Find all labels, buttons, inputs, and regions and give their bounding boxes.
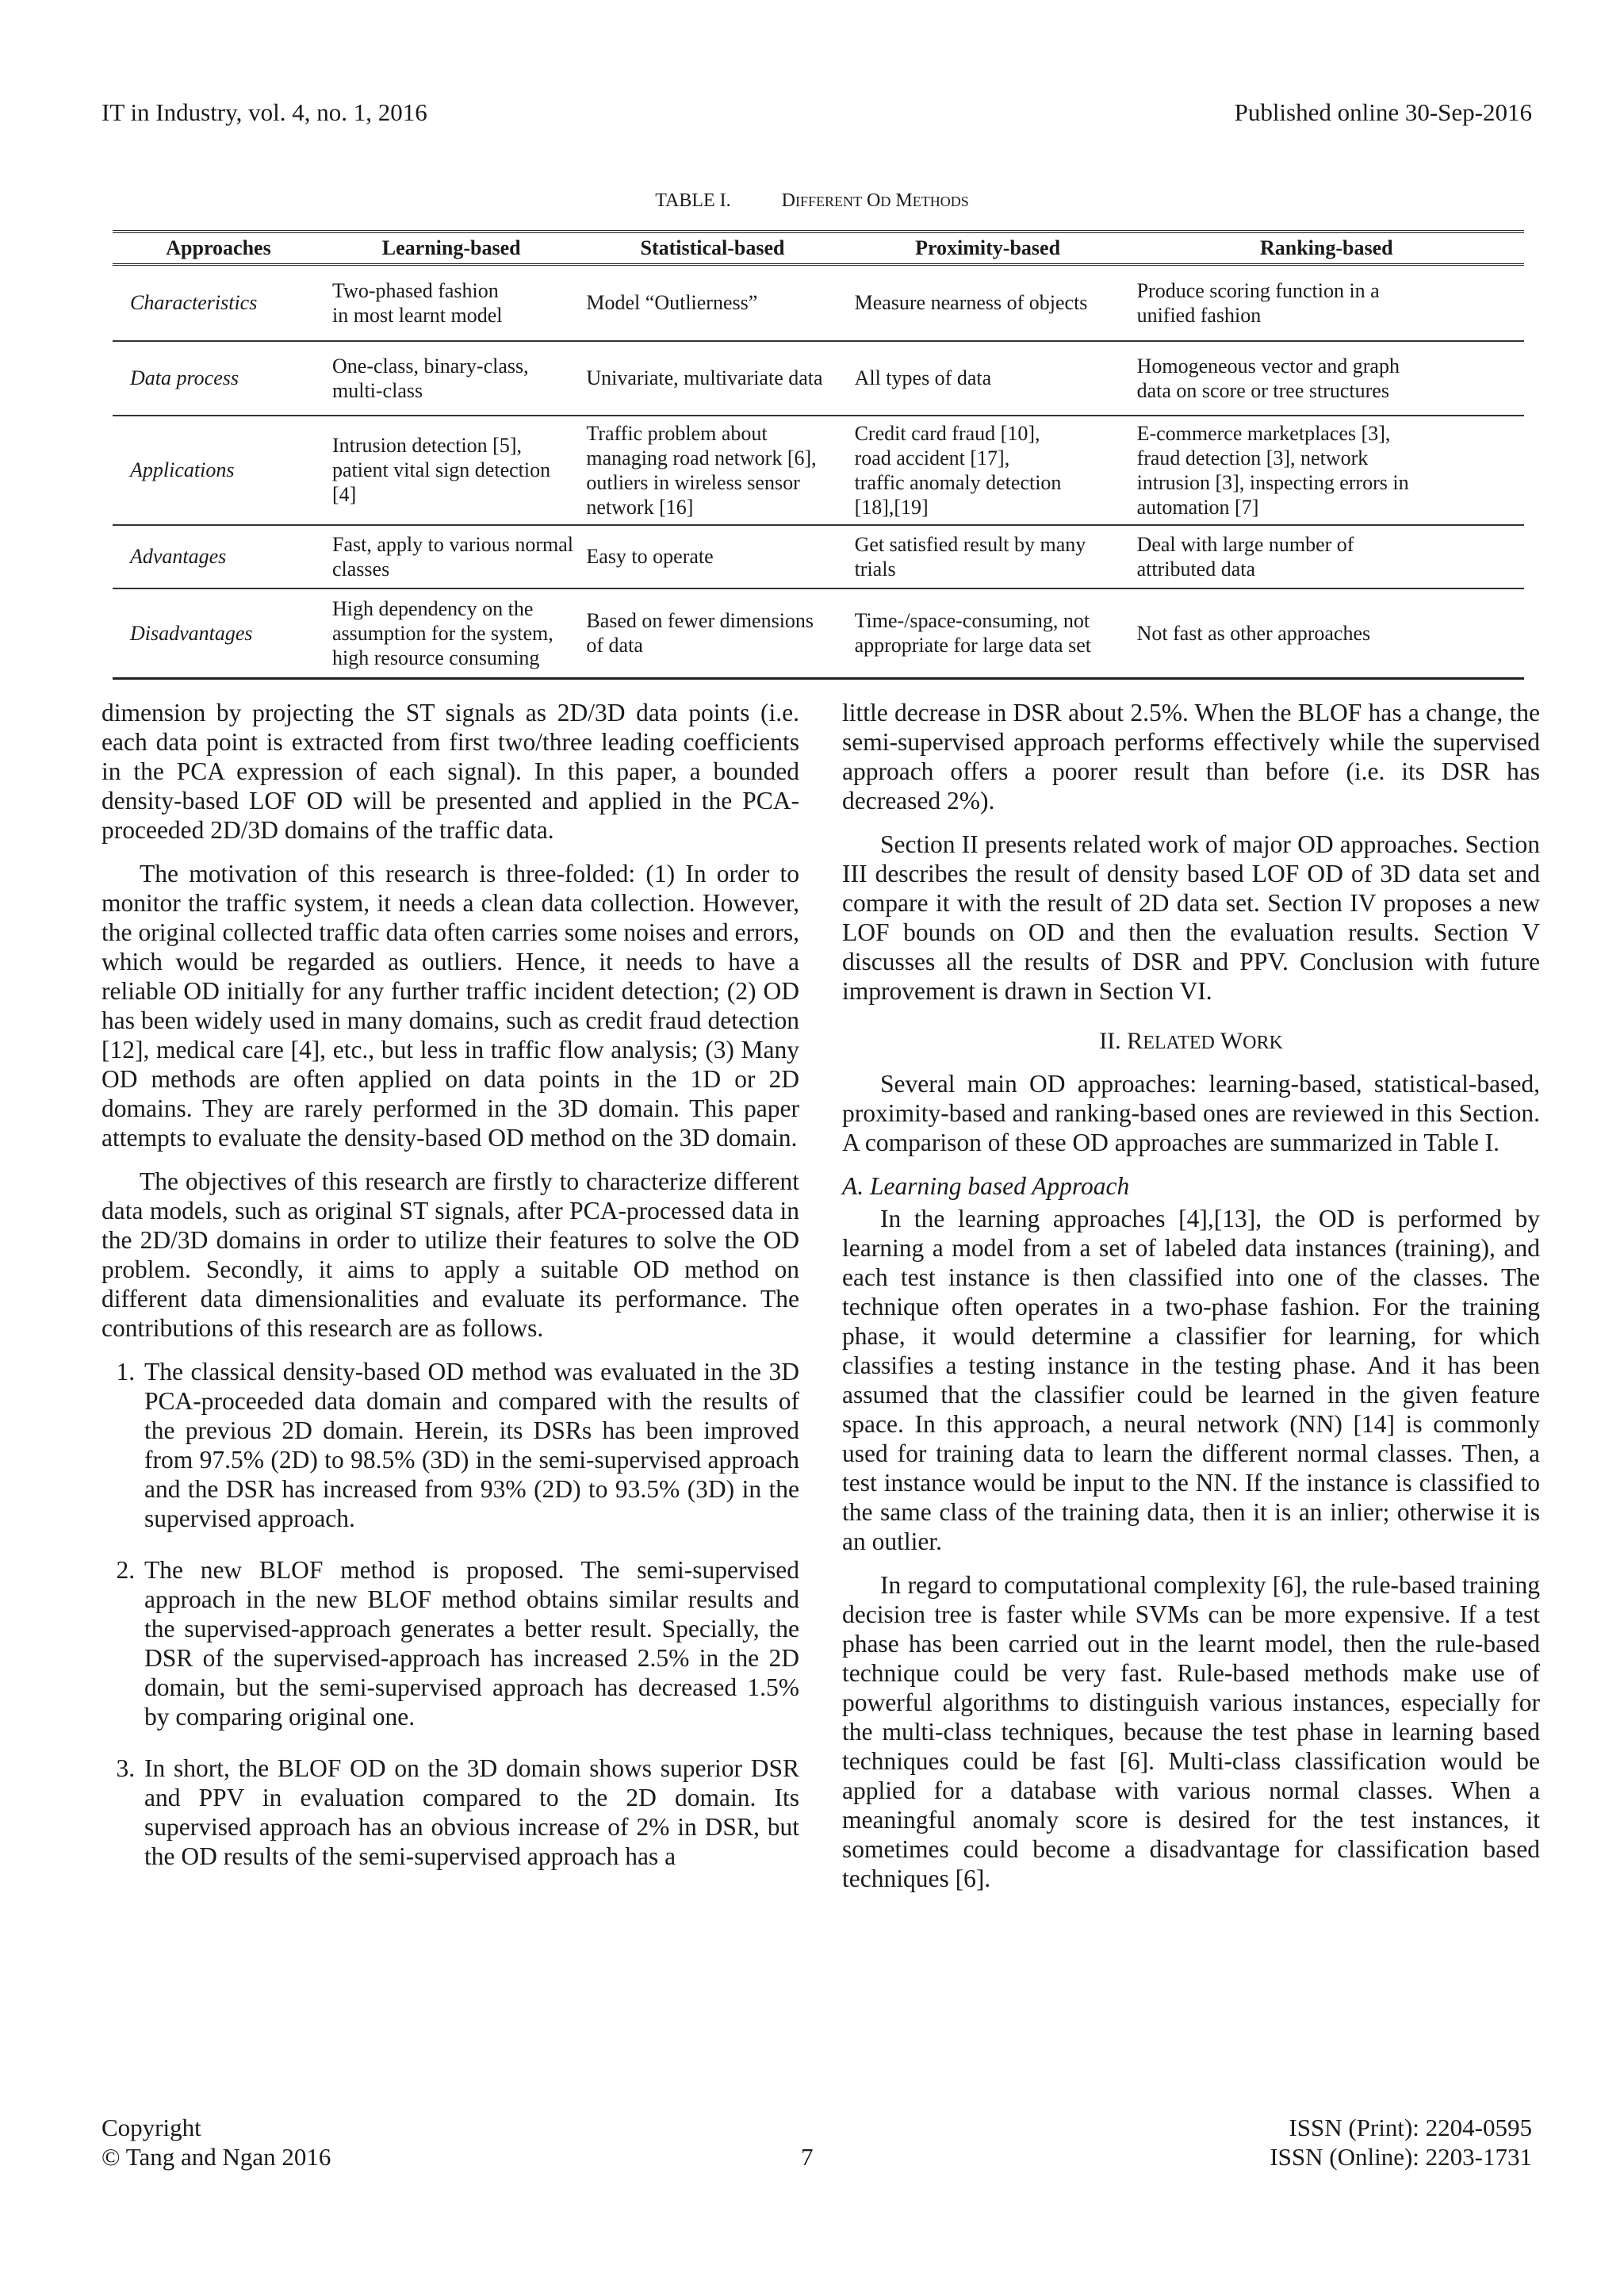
table-cell: Produce scoring function in a unified fashion	[1136, 278, 1380, 327]
table-cell: Deal with large number of attributed data	[1136, 532, 1354, 581]
published-date: Published online 30-Sep-2016	[1234, 98, 1532, 126]
body-paragraph: In regard to computational complexity [6], the rule-based training decision tree is faster while SVMs can be more expensive. If a test phase has been carried out in the learnt model, then the rule-based technique could be very fast. Rule-based methods make use of powerful algorithms to distinguish various instances, especially for the multi-class techniques, because the test phase in learning based techniques could be fast [6]. Multi-class classification would be applied for a database with various normal classes. When a meaningful anomaly score is desired for the test instances, it sometimes could become a disadvantage for classification based techniques [6].	[842, 1571, 1540, 1892]
row-label: Advantages	[130, 545, 227, 568]
table-cell: Intrusion detection [5], patient vital sign detection [4]	[332, 434, 551, 506]
table-row	[113, 265, 1524, 341]
table-cell: One-class, binary-class, multi-class	[332, 354, 529, 402]
table-cell: High dependency on the assumption for the system, high resource consuming	[332, 596, 553, 669]
copyright-holder: © Tang and Ngan 2016	[102, 2143, 331, 2171]
body-paragraph: Several main OD approaches: learning-based, statistical-based, proximity-based and ranking-based ones are reviewed in this Section. A comparison of these OD approaches are summarized in Table I.	[842, 1070, 1540, 1156]
body-paragraph: dimension by projecting the ST signals as 2D/3D data points (i.e. each data point is extracted from first two/three leading coefficients in the PCA expression of each signal). In this paper, a bounded density-based LOF OD will be presented and applied in the PCA-proceeded 2D/3D domains of the traffic data.	[102, 699, 799, 844]
footer-copyright	[102, 2113, 331, 2171]
body-paragraph: In the learning approaches [4],[13], the OD is performed by learning a model from a set of labeled data instances (training), and each test instance is then classified into one of the classes. The technique often operates in a two-phase fashion. For the training phase, it would determine a classifier for learning, for which classifies a testing instance in the testing phase. And it has been assumed that the classifier could be learned in the given feature space. In this approach, a neural network (NN) [14] is commonly used for training data to learn the different normal classes. Then, a test instance would be input to the NN. If the instance is classified to the same class of the training data, then it is an inlier; otherwise it is an outlier.	[842, 1205, 1540, 1555]
subsection-heading: A. Learning based Approach	[842, 1172, 1130, 1200]
table-cell: Not fast as other approaches	[1136, 621, 1371, 645]
issn-print: ISSN (Print): 2204-0595	[1289, 2114, 1532, 2141]
row-label: Disadvantages	[130, 621, 253, 645]
table-cell: Credit card fraud [10], road accident [17], traffic anomaly detection [18],[19]	[854, 421, 1062, 519]
table-cell: Get satisfied result by many trials	[854, 532, 1086, 581]
table-caption-number: TABLE I.	[655, 190, 731, 211]
table-cell: Based on fewer dimensions of data	[586, 609, 814, 657]
header-proximity-based: Proximity-based	[915, 236, 1061, 259]
footer-issn	[1270, 2113, 1532, 2171]
list-item: 3. In short, the BLOF OD on the 3D domain shows superior DSR and PPV in evaluation compared to the 2D domain. Its supervised approach has an obvious increase of 2% in DSR, but the OD results of the semi-supervised approach has a	[141, 1754, 799, 1871]
table-cell: Time-/space-consuming, not appropriate for large data set	[854, 609, 1091, 657]
section-number: II.	[1099, 1028, 1121, 1054]
table-row	[113, 525, 1524, 588]
table-cell: Traffic problem about managing road network [6], outliers in wireless sensor network [16]	[586, 421, 817, 519]
table-row	[113, 416, 1524, 525]
table-cell: Measure nearness of objects	[854, 291, 1088, 315]
page-number: 7	[801, 2143, 814, 2171]
table-cell: Fast, apply to various normal classes	[332, 532, 574, 581]
table-cell: Homogeneous vector and graph data on score or tree structures	[1136, 354, 1400, 402]
list-item: 1. The classical density-based OD method was evaluated in the 3D PCA-proceeded data domain and compared with the results of the previous 2D domain. Herein, its DSRs has been improved from 97.5% (2D) to 98.5% (3D) in the semi-supervised approach and the DSR has increased from 93% (2D) to 93.5% (3D) in the supervised approach.	[141, 1357, 799, 1533]
table-cell: Model “Outlierness”	[586, 291, 758, 315]
header-ranking-based: Ranking-based	[1259, 236, 1393, 259]
table-cell: All types of data	[854, 366, 992, 389]
table-cell: Easy to operate	[586, 545, 714, 568]
list-item: 2. The new BLOF method is proposed. The semi-supervised approach in the new BLOF method obtains similar results and the supervised-approach generates a better result. Specially, the DSR of the supervised-approach has increased 2.5% in the 2D domain, but the semi-supervised approach has decreased 1.5% by comparing original one.	[141, 1555, 799, 1731]
journal-header: IT in Industry, vol. 4, no. 1, 2016	[102, 98, 427, 126]
issn-online: ISSN (Online): 2203-1731	[1270, 2143, 1532, 2171]
left-column	[102, 698, 799, 1893]
table-cell: E-commerce marketplaces [3], fraud detection [3], network intrusion [3], inspecting errors in automation [7]	[1136, 421, 1409, 519]
table-cell: Univariate, multivariate data	[586, 366, 823, 389]
copyright-label: Copyright	[102, 2114, 201, 2141]
body-paragraph: Section II presents related work of major OD approaches. Section III describes the result of density based LOF OD of 3D data set and compare it with the result of 2D data set. Section IV proposes a new LOF bounds on OD and then the evaluation results. Section V discusses all the results of DSR and PPV. Conclusion with future improvement is drawn in Section VI.	[842, 830, 1540, 1005]
header-learning-based: Learning-based	[381, 236, 521, 259]
table-row	[113, 588, 1524, 679]
table-caption-title: DIFFERENT OD METHODS	[781, 190, 969, 211]
body-paragraph: The motivation of this research is three-folded: (1) In order to monitor the traffic system, it needs a clean data collection. However, the original collected traffic data often carries some noises and errors, which would be regarded as outliers. Hence, it needs to have a reliable OD initially for any further traffic incident detection; (2) OD has been widely used in many domains, such as credit fraud detection [12], medical care [4], etc., but less in traffic flow analysis; (3) Many OD methods are often applied on data points in the 1D or 2D domains. They are rarely performed in the 3D domain. This paper attempts to evaluate the density-based OD method on the 3D domain.	[102, 860, 799, 1152]
table-row	[113, 341, 1524, 416]
table-header-row	[113, 232, 1524, 265]
row-label: Characteristics	[130, 291, 258, 315]
contributions-list	[102, 1357, 799, 1871]
table-cell: Two-phased fashion in most learnt model	[332, 278, 503, 327]
table-caption	[0, 190, 1624, 212]
body-paragraph: little decrease in DSR about 2.5%. When the BLOF has a change, the semi-supervised approach performs effectively while the supervised approach offers a poorer result than before (i.e. its DSR has decreased 2%).	[842, 699, 1540, 815]
right-column	[842, 698, 1540, 1907]
od-methods-table	[113, 230, 1524, 680]
header-statistical-based: Statistical-based	[640, 236, 785, 259]
section-title: RELATED WORK	[1127, 1028, 1283, 1054]
body-paragraph: The objectives of this research are firstly to characterize different data models, such as original ST signals, after PCA-processed data in the 2D/3D domains in order to utilize their features to solve the OD problem. Secondly, it aims to apply a suitable OD method on different data dimensionalities and evaluate its performance. The contributions of this research are as follows.	[102, 1167, 799, 1342]
row-label: Data process	[130, 366, 239, 389]
section-heading	[842, 1026, 1540, 1058]
row-label: Applications	[130, 458, 235, 481]
header-approaches: Approaches	[166, 236, 271, 259]
